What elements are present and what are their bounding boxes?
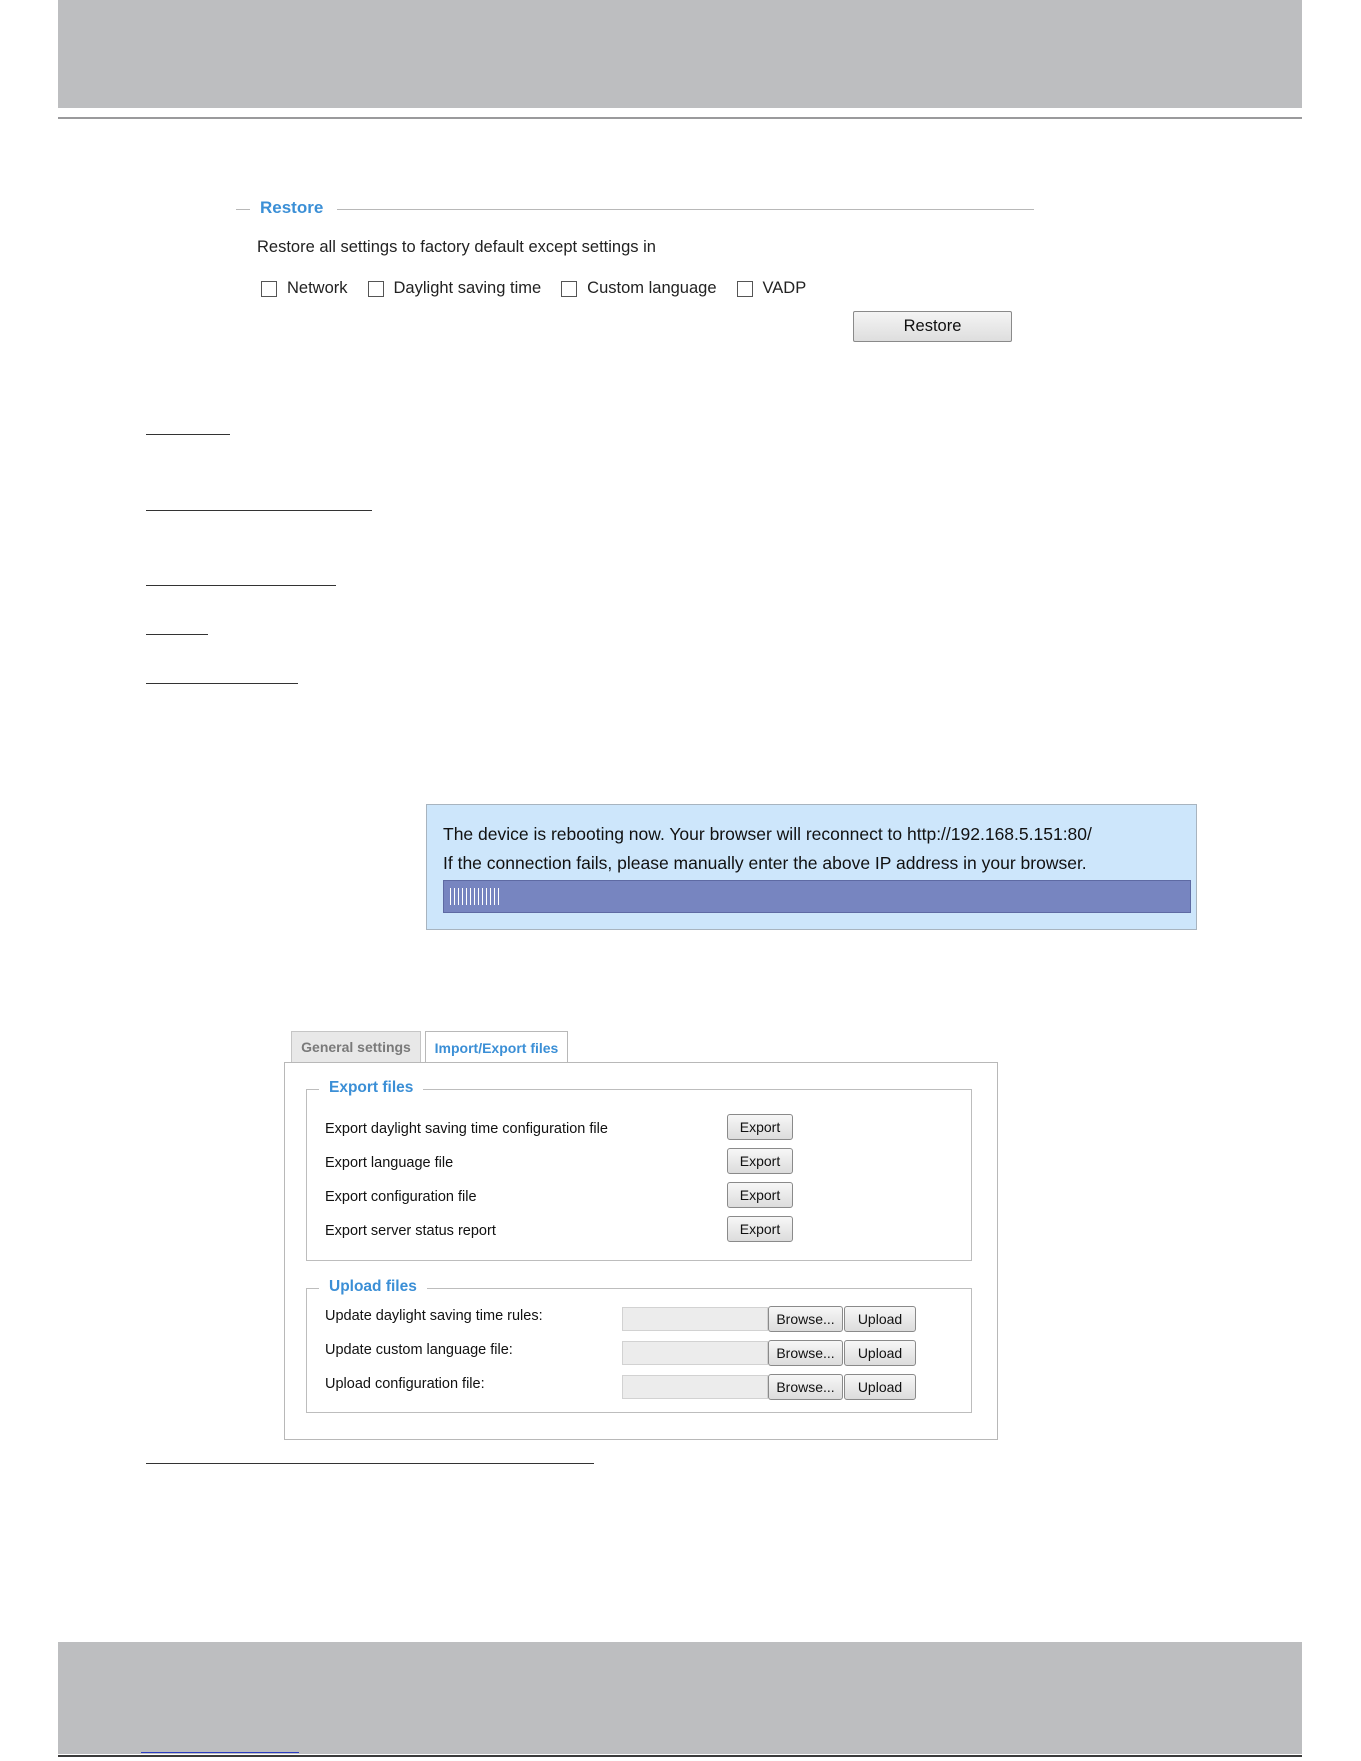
section-link-5[interactable] [146,683,298,684]
section-link-3[interactable] [146,585,336,586]
export-status-report-button[interactable]: Export [727,1216,793,1242]
section-link-2[interactable] [146,510,372,511]
section-link-6[interactable] [146,1463,594,1464]
export-dst-button[interactable]: Export [727,1114,793,1140]
tab-general-settings[interactable]: General settings [291,1031,421,1062]
dst-upload-button[interactable]: Upload [844,1306,916,1332]
restore-legend-line-left [236,209,250,210]
config-upload-button[interactable]: Upload [844,1374,916,1400]
upload-config-label: Upload configuration file: [325,1376,485,1392]
export-language-button[interactable]: Export [727,1148,793,1174]
export-config-button[interactable]: Export [727,1182,793,1208]
dst-file-field[interactable] [622,1307,768,1331]
language-upload-button[interactable]: Upload [844,1340,916,1366]
page-header-band [58,0,1302,108]
config-file-field[interactable] [622,1375,768,1399]
reboot-progress-bar [443,880,1191,913]
network-checkbox[interactable] [261,281,277,297]
restore-description: Restore all settings to factory default except settings in [257,238,656,256]
restore-exception-options [261,279,806,298]
daylight-saving-checkbox[interactable] [368,281,384,297]
daylight-saving-option[interactable] [368,279,542,298]
dst-browse-button[interactable]: Browse... [768,1306,843,1332]
section-link-4[interactable] [146,634,208,635]
tab-import-export-files[interactable]: Import/Export files [425,1031,568,1063]
reboot-message: The device is rebooting now. Your browser will reconnect to http://192.168.5.151:80/ [443,824,1092,844]
restore-button[interactable]: Restore [853,311,1012,342]
network-option[interactable] [261,279,348,298]
vadp-option[interactable] [737,279,807,298]
footer-divider [58,1755,1302,1757]
restore-legend-line-right [337,209,1034,210]
daylight-saving-option-label: Daylight saving time [393,279,542,297]
language-browse-button[interactable]: Browse... [768,1340,843,1366]
vadp-option-label: VADP [762,279,807,297]
export-files-title: Export files [319,1079,423,1097]
upload-files-title: Upload files [319,1278,427,1296]
footer-link[interactable] [141,1752,299,1753]
custom-language-checkbox[interactable] [561,281,577,297]
custom-language-option[interactable] [561,279,716,298]
export-status-report-label: Export server status report [325,1223,496,1239]
export-dst-label: Export daylight saving time configuration file [325,1121,608,1137]
vadp-checkbox[interactable] [737,281,753,297]
restore-section-title: Restore [260,198,324,217]
config-browse-button[interactable]: Browse... [768,1374,843,1400]
upload-language-label: Update custom language file: [325,1342,513,1358]
custom-language-option-label: Custom language [587,279,717,297]
page-footer-band [58,1642,1302,1754]
network-option-label: Network [287,279,348,297]
reboot-progress-fill [450,888,500,905]
export-language-label: Export language file [325,1155,454,1171]
upload-dst-label: Update daylight saving time rules: [325,1308,543,1324]
export-config-label: Export configuration file [325,1189,477,1205]
header-divider [58,117,1302,119]
language-file-field[interactable] [622,1341,768,1365]
section-link-1[interactable] [146,434,230,435]
reboot-notice [426,804,1197,930]
reboot-hint: If the connection fails, please manually enter the above IP address in your browser. [443,853,1087,873]
